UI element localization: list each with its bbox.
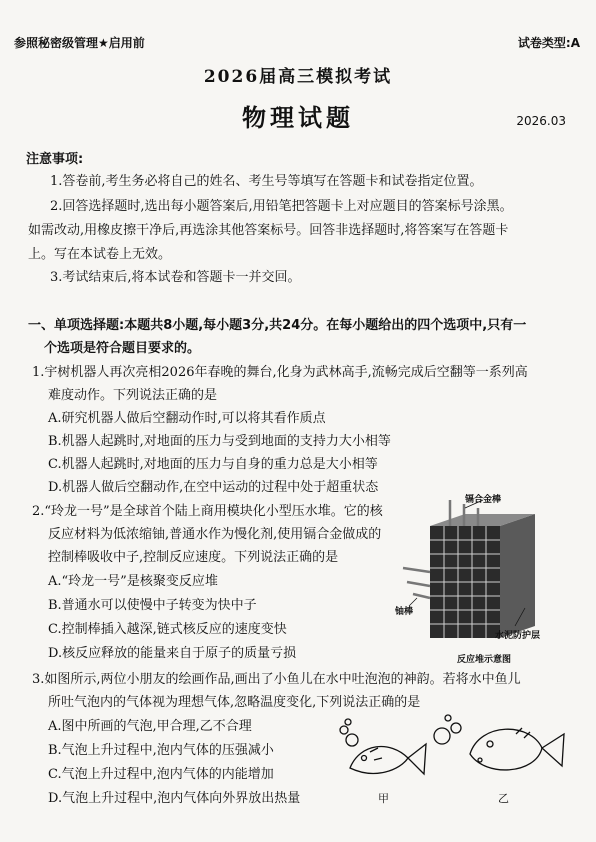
label-cadmium-rod: 镉合金棒 — [465, 495, 502, 505]
question-1-stem-cont: 难度动作。下列说法正确的是 — [48, 388, 218, 403]
question-2-option-b[interactable]: B.普通水可以使慢中子转变为快中子 — [48, 598, 257, 613]
reactor-diagram — [395, 498, 570, 666]
question-3-option-b[interactable]: B.气泡上升过程中,泡内气体的压强减小 — [48, 743, 274, 758]
exam-date: 2026.03 — [516, 114, 566, 128]
question-2-stem-cont: 反应材料为低浓缩铀,普通水作为慢化剂,使用镉合金做成的 — [48, 527, 382, 542]
question-3-option-d[interactable]: D.气泡上升过程中,泡内气体向外界放出热量 — [48, 791, 301, 806]
fish-drawings — [330, 708, 570, 818]
fish-a — [340, 719, 426, 774]
question-1-option-c[interactable]: C.机器人起跳时,对地面的压力与自身的重力总是大小相等 — [48, 457, 378, 472]
question-3-option-c[interactable]: C.气泡上升过程中,泡内气体的内能增加 — [48, 767, 274, 782]
paper-type-label: 试卷类型:A — [517, 36, 580, 50]
question-1-option-d[interactable]: D.机器人做后空翻动作,在空中运动的过程中处于超重状态 — [48, 480, 379, 495]
notes-line: 3.考试结束后,将本试卷和答题卡一并交回。 — [50, 270, 301, 285]
paper-title: 物理试题 — [242, 104, 354, 132]
figure-caption: 反应堆示意图 — [457, 655, 512, 665]
question-2-stem: 2.“玲龙一号”是全球首个陆上商用模块化小型压水堆。它的核 — [32, 504, 383, 519]
question-1-option-a[interactable]: A.研究机器人做后空翻动作时,可以将其看作质点 — [48, 411, 326, 426]
fish-b-label: 乙 — [498, 792, 509, 805]
question-3-stem: 3.如图所示,两位小朋友的绘画作品,画出了小鱼儿在水中吐泡泡的神韵。若将水中鱼儿 — [32, 672, 521, 687]
question-1-stem: 1.宇树机器人再次亮相2026年春晚的舞台,化身为武林高手,流畅完成后空翻等一系列高 — [32, 365, 528, 380]
notes-line: 如需改动,用橡皮擦干净后,再选涂其他答案标号。回答非选择题时,将答案写在答题卡 — [28, 223, 509, 238]
concrete-wall — [500, 514, 535, 638]
question-3-option-a[interactable]: A.图中所画的气泡,甲合理,乙不合理 — [48, 719, 252, 734]
notes-line: 2.回答选择题时,选出每小题答案后,用铅笔把答题卡上对应题目的答案标号涂黑。 — [50, 199, 513, 214]
fish-a-label: 甲 — [378, 792, 389, 805]
question-2-option-c[interactable]: C.控制棒插入越深,链式核反应的速度变快 — [48, 622, 287, 637]
fish-b — [434, 715, 564, 770]
question-1-option-b[interactable]: B.机器人起跳时,对地面的压力与受到地面的支持力大小相等 — [48, 434, 391, 449]
notes-line: 上。写在本试卷上无效。 — [28, 247, 172, 262]
fish-figure — [330, 708, 570, 818]
section-heading: 一、单项选择题:本题共8小题,每小题3分,共24分。在每小题给出的四个选项中,只有一 — [28, 318, 527, 333]
exam-title: 2026届高三模拟考试 — [203, 67, 393, 87]
label-uranium-rod: 铀棒 — [395, 607, 414, 617]
notes-line: 1.答卷前,考生务必将自己的姓名、考生号等填写在答题卡和试卷指定位置。 — [50, 174, 483, 189]
section-heading-cont: 个选项是符合题目要求的。 — [44, 341, 201, 356]
reactor-figure — [395, 495, 570, 666]
notes-heading: 注意事项: — [26, 152, 84, 167]
label-concrete-wall: 水泥防护层 — [495, 631, 541, 641]
question-2-option-d[interactable]: D.核反应释放的能量来自于原子的质量亏损 — [48, 646, 297, 661]
question-2-option-a[interactable]: A.“玲龙一号”是核聚变反应堆 — [48, 574, 218, 589]
confidentiality-label: 参照秘密级管理★启用前 — [14, 36, 145, 50]
question-2-stem-cont: 控制棒吸收中子,控制反应速度。下列说法正确的是 — [48, 550, 339, 565]
question-3-stem-cont: 所吐气泡内的气体视为理想气体,忽略温度变化,下列说法正确的是 — [48, 695, 421, 710]
